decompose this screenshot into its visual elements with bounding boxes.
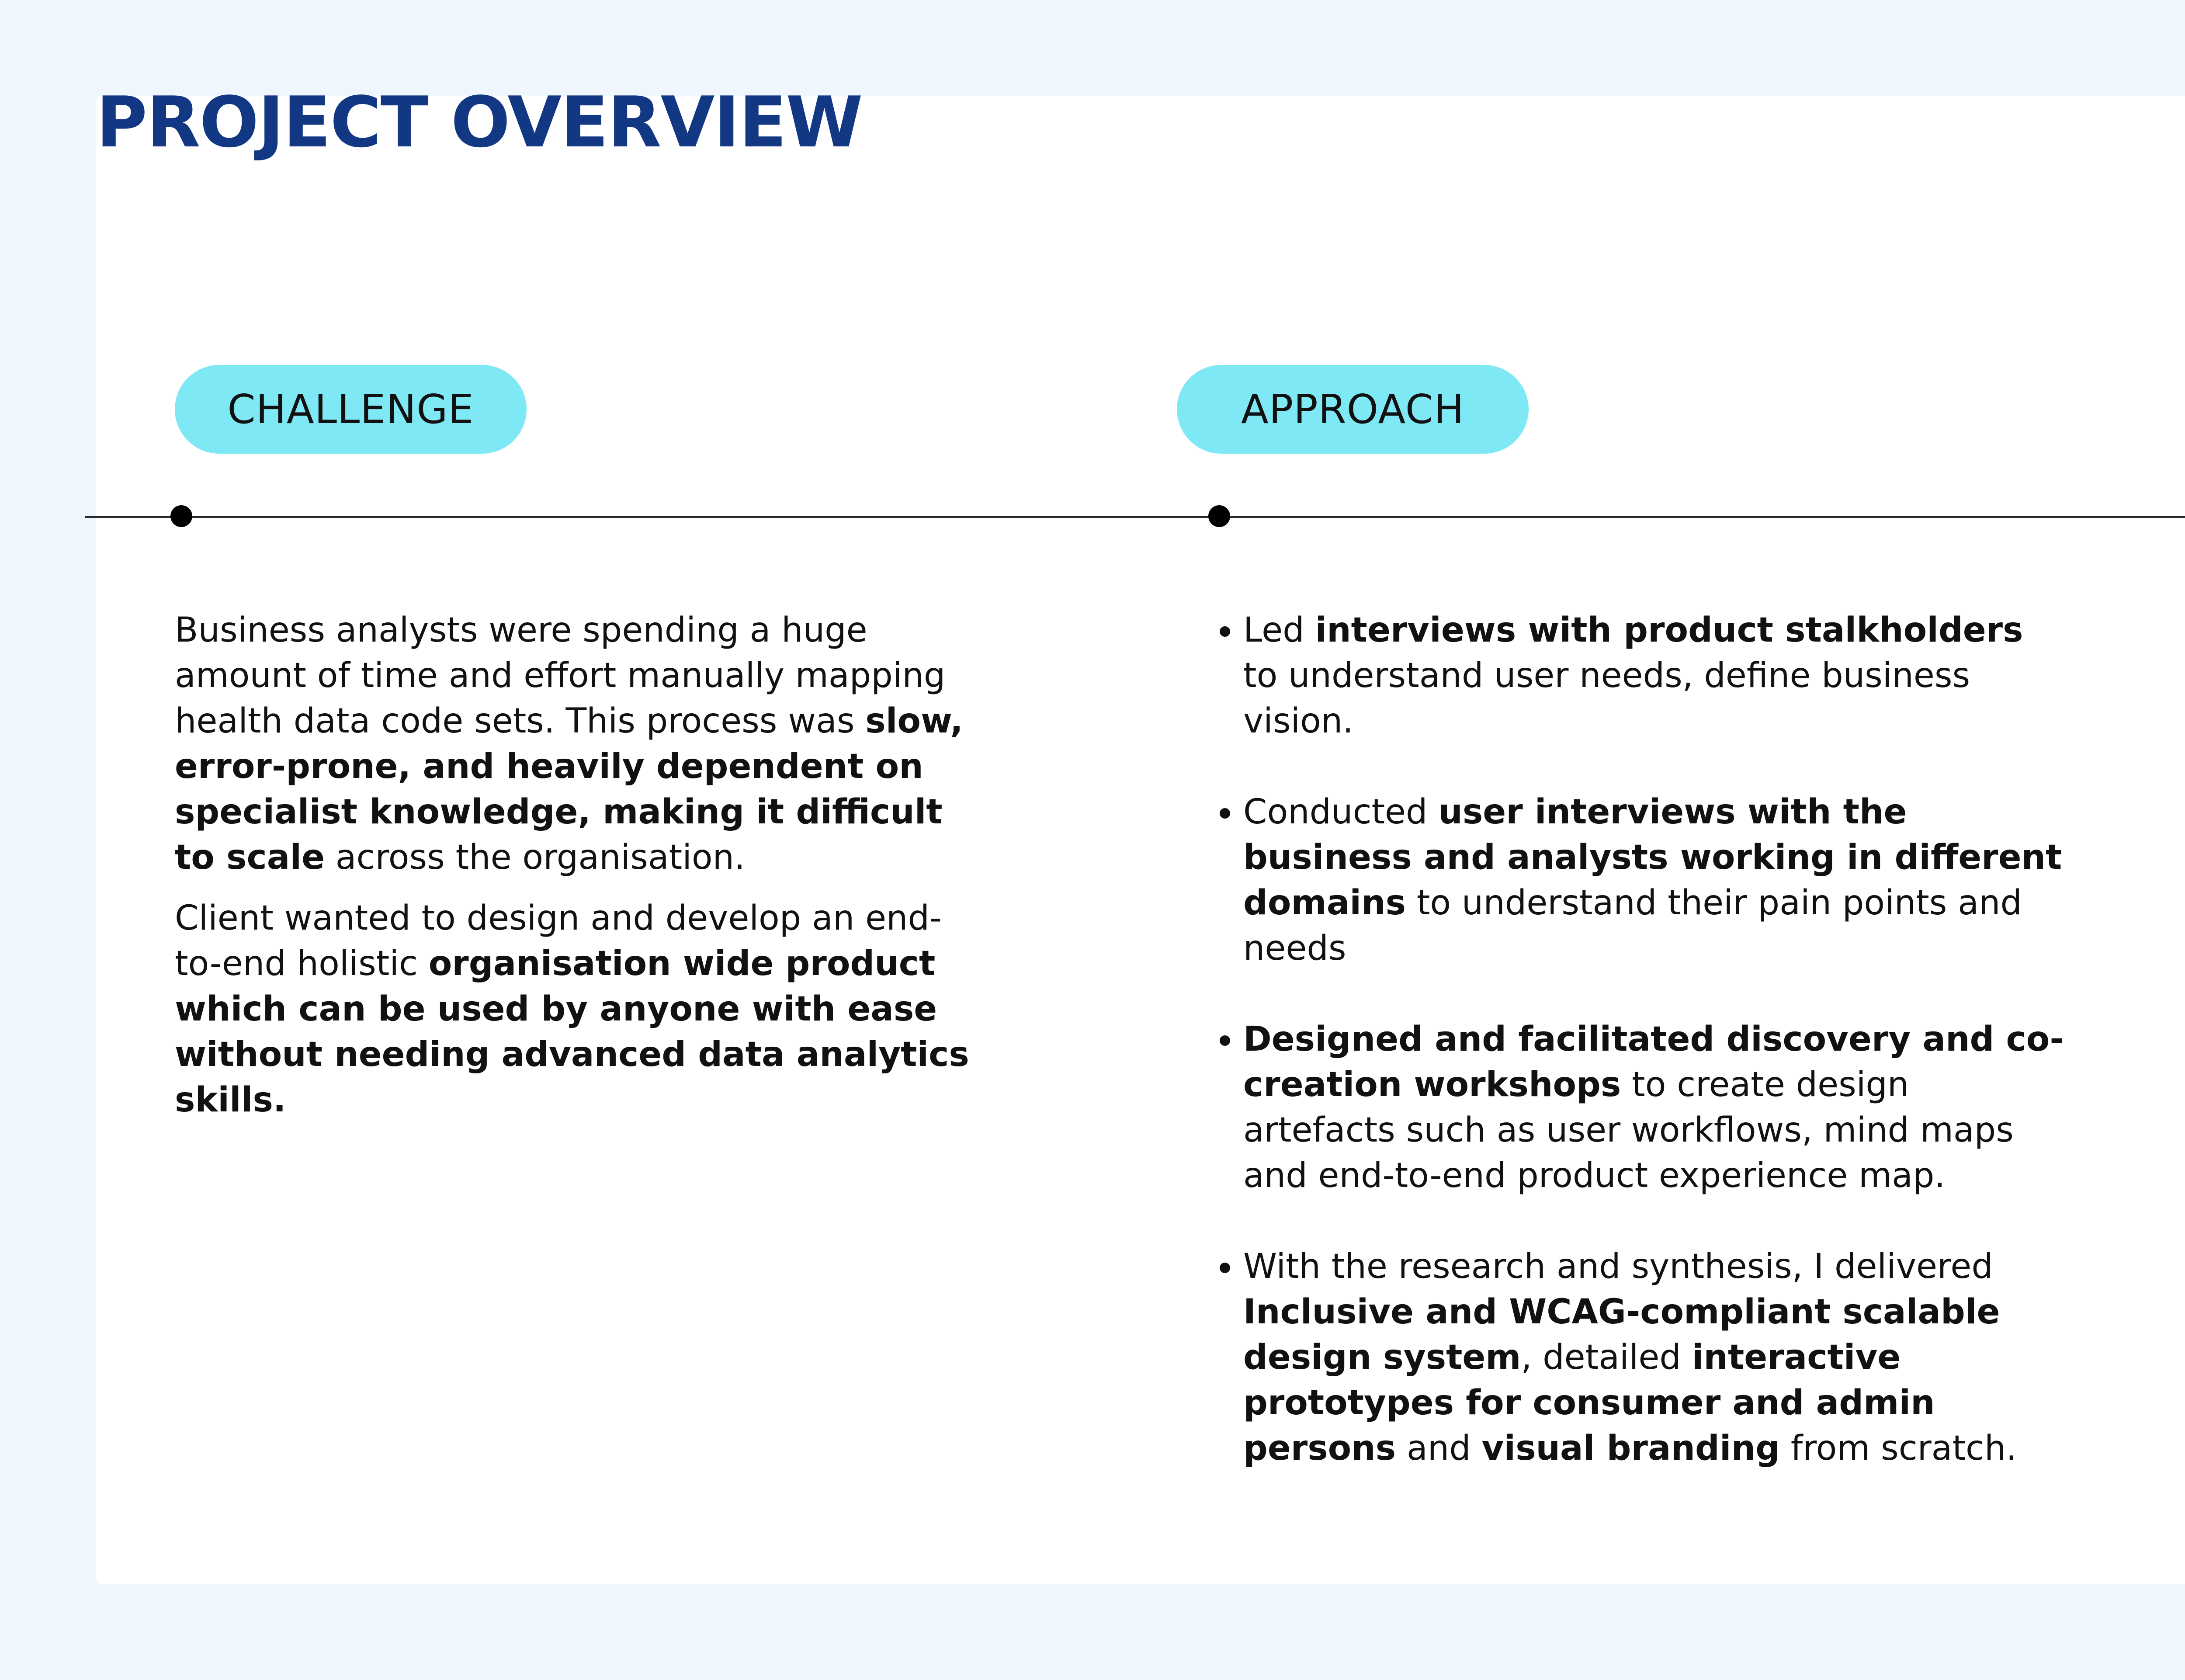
approach-body [1204,607,2065,1471]
emphasis-text: user interviews with the business and analysts working in different domains [1243,792,2062,923]
body-text: to understand their pain points and needs [1243,883,2022,968]
timeline-line [85,516,2185,518]
emphasis-text: organisation wide product which can be used by anyone with ease without needing advanced data analytics skills. [175,944,969,1120]
timeline-dot-challenge [170,505,192,527]
approach-label: APPROACH [1177,365,1529,454]
challenge-label: CHALLENGE [175,365,527,454]
body-text: Client wanted to design and develop an end-to-end holistic [175,899,942,983]
bullet-item [1243,607,2065,744]
emphasis-text: Designed and facilitated discovery and co-creation workshops [1243,1020,2064,1104]
body-text: Led [1243,611,1315,650]
body-text: to understand user needs, define business vision. [1243,656,1970,741]
bullet-item [1243,789,2065,971]
body-text: and [1396,1429,1482,1468]
bullet-item [1243,1244,2065,1471]
body-text: Business analysts were spending a huge amount of time and effort manually mapping health data code sets. This process was [175,611,946,741]
body-text: Conducted [1243,792,1439,832]
bullet-item [1243,1017,2065,1198]
body-text: , detailed [1521,1338,1692,1377]
challenge-body [175,607,988,1138]
emphasis-text: interactive prototypes for consumer and admin persons [1243,1338,1935,1468]
body-text: across the organisation. [324,838,745,877]
bullet-list [1204,607,2065,1471]
body-text: from scratch. [1779,1429,2017,1468]
timeline-dot-approach [1208,505,1230,527]
emphasis-text: Inclusive and WCAG-compliant scalable design system [1243,1292,2000,1377]
body-text: With the research and synthesis, I delivered [1243,1247,1993,1286]
emphasis-text: interviews with product stalkholders [1315,611,2023,650]
page-title: PROJECT OVERVIEW [96,81,862,163]
section-paragraph [175,896,988,1123]
emphasis-text: slow, error-prone, and heavily dependent on specialist knowledge, making it difficult to scale [175,701,963,877]
body-text: to create design artefacts such as user workflows, mind maps and end-to-end product experience map. [1243,1065,2014,1195]
section-paragraph [175,607,988,880]
emphasis-text: visual branding [1481,1429,1780,1468]
